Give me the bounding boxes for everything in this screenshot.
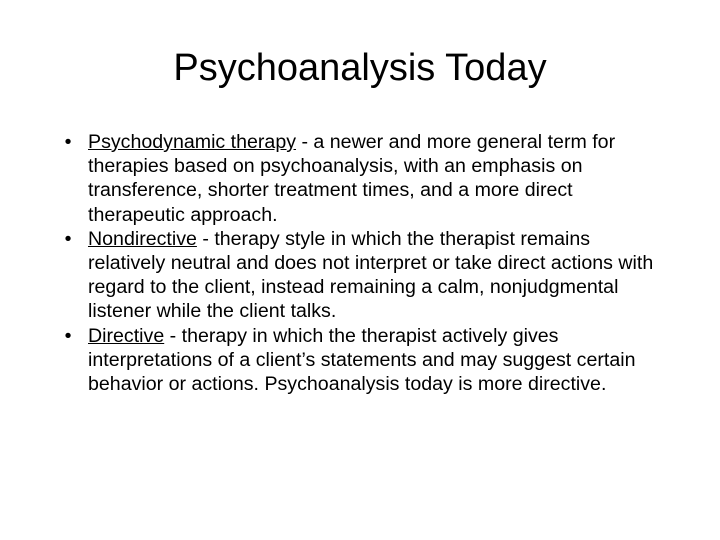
bullet-item-nondirective (58, 227, 658, 324)
slide-title: Psychoanalysis Today (173, 47, 547, 89)
bullet-icon: • (64, 324, 72, 347)
bullet-term: Nondirective (88, 227, 197, 250)
bullet-icon: • (64, 227, 72, 250)
bullet-item-directive (58, 324, 658, 397)
bullet-list (58, 130, 658, 396)
bullet-icon: • (64, 131, 72, 153)
bullet-term: Psychodynamic therapy (88, 131, 297, 153)
bullet-item-psychodynamic-therapy (58, 130, 658, 227)
bullet-text: - therapy in which the therapist actively gives interpretations of a client’s statements and may suggest certain behavior or actions. Psychoanalysis today is more directive. (88, 324, 636, 396)
bullet-text: - a newer and more general term for therapies based on psychoanalysis, with an emphasis on transference, shorter treatment times, and a more direct therapeutic approach. (88, 131, 616, 226)
bullet-text: - therapy style in which the therapist remains relatively neutral and does not interpret or take direct actions with regard to the client, instead remaining a calm, nonjudgmental listener while the client talks. (88, 227, 654, 323)
bullet-term: Directive (88, 324, 165, 347)
